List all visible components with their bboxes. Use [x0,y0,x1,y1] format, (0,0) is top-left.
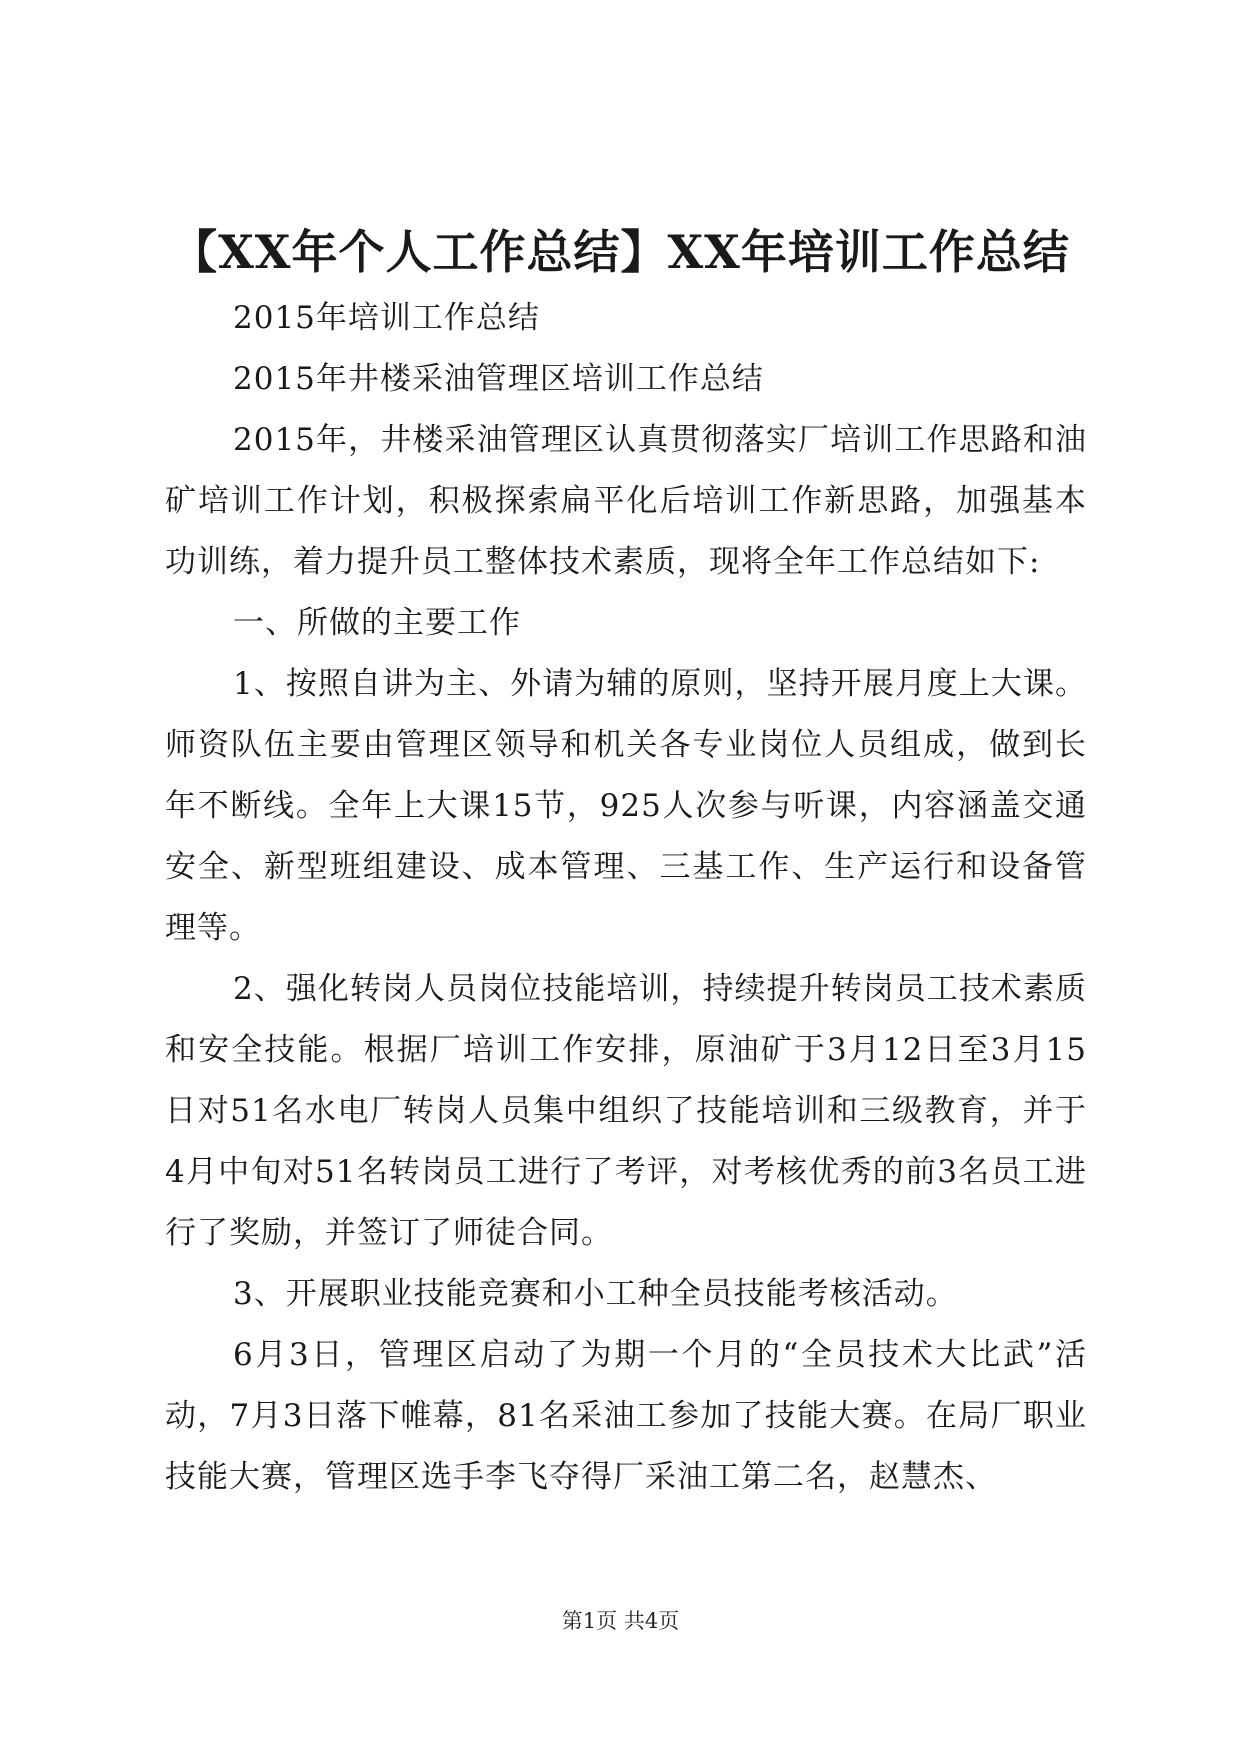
document-title: 【XX年个人工作总结】XX年培训工作总结 [171,225,1070,279]
paragraph: 6月3日，管理区启动了为期一个月的“全员技术大比武”活动，7月3日落下帷幕，81名采油工参加了技能大赛。在局厂职业技能大赛，管理区选手李飞夺得厂采油工第二名，赵慧杰、 [165,1337,1087,1495]
document-body [165,288,1087,1508]
section-heading: 一、所做的主要工作 [233,605,521,641]
paragraph: 1、按照自讲为主、外请为辅的原则，坚持开展月度上大课。师资队伍主要由管理区领导和机关各专业岗位人员组成，做到长年不断线。全年上大课15节，925人次参与听课，内容涵盖交通安全、新型班组建设、成本管理、三基工作、生产运行和设备管理等。 [165,666,1087,946]
paragraph: 2015年，井楼采油管理区认真贯彻落实厂培训工作思路和油矿培训工作计划，积极探索扁平化后培训工作新思路，加强基本功训练，着力提升员工整体技术素质，现将全年工作总结如下: [165,422,1087,580]
paragraph: 2015年培训工作总结 [233,300,540,336]
paragraph: 2、强化转岗人员岗位技能培训，持续提升转岗员工技术素质和安全技能。根据厂培训工作安排，原油矿于3月12日至3月15日对51名水电厂转岗人员集中组织了技能培训和三级教育，并于4月中旬对51名转岗员工进行了考评，对考核优秀的前3名员工进行了奖励，并签订了师徒合同。 [165,971,1087,1251]
paragraph: 2015年井楼采油管理区培训工作总结 [233,361,764,397]
paragraph: 3、开展职业技能竞赛和小工种全员技能考核活动。 [233,1276,958,1312]
page-footer: 第1页 共4页 [561,1609,680,1633]
